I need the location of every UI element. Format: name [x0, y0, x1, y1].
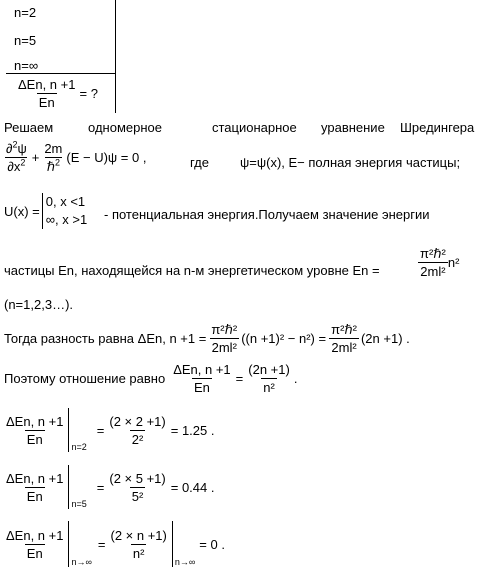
- given-ninf: n=∞: [14, 58, 39, 73]
- ratio-right-den: n²: [263, 380, 275, 395]
- energy-numerator: π²ℏ²: [420, 246, 446, 261]
- case-n2-left-den: En: [26, 431, 43, 447]
- ratio-line: Поэтому отношение равно $\frac{\text{ΔEn, n +1}}{En}$ = $\frac{(2n +1)}{\text{n²}}$ .: [4, 362, 298, 395]
- case-n5-right-fraction: [107, 471, 167, 504]
- ratio-right-num: (2n +1): [248, 362, 290, 377]
- find-tail: = ?: [79, 86, 98, 101]
- given-divider-vertical: [115, 0, 116, 113]
- difference-fraction-1: [209, 322, 239, 355]
- schrodinger-equation: $\frac{\partial^2\psi}{\partial x^2}$ + $\frac{2m}{\hbar^2}$ (E − U)ψ = 0 ,: [6, 139, 147, 174]
- case-n5-result: = 0.44 .: [170, 479, 215, 495]
- diff-num-2: π²ℏ²: [331, 322, 357, 337]
- case-inf-result: = 0 .: [199, 536, 225, 552]
- ratio-tail: .: [293, 371, 298, 386]
- psi-symbol: ψ: [17, 141, 27, 156]
- case-inf-subscript-2: n→∞: [174, 557, 196, 567]
- case-n2-right-fraction: [107, 414, 167, 447]
- case-n5: $\frac{\text{ΔEn, n +1}}{En}$ n=5 = $\frac{(2 \times 5 +1)}{\text{5²}}$ = 0.44 .: [4, 465, 214, 509]
- energy-fraction: [418, 246, 448, 279]
- difference-middle: ((n +1)² − n²) =: [241, 331, 327, 346]
- case-n5-left-fraction: [4, 471, 65, 504]
- find-fraction: [16, 77, 77, 110]
- case-n2-left-fraction: [4, 414, 65, 447]
- ratio-left-num: ΔEn, n +1: [173, 362, 231, 377]
- find-expression: [16, 77, 98, 110]
- two-m: 2m: [44, 141, 63, 156]
- case-n5-right-den: 5²: [131, 488, 144, 504]
- case-n2-left-num: ΔEn, n +1: [6, 413, 64, 429]
- case-n2-subscript: n=2: [71, 442, 87, 452]
- energy-n-squared: n²: [447, 255, 460, 270]
- potential-definition: [4, 193, 87, 229]
- energy-denominator: 2ml²: [420, 264, 446, 279]
- schrodinger-rest: (E − U)ψ = 0 ,: [66, 150, 147, 165]
- difference-line: [4, 322, 410, 355]
- case-inf-left-fraction: [4, 528, 65, 561]
- case-n2-result: = 1.25 .: [170, 422, 215, 438]
- hbar-symbol: ℏ: [46, 159, 55, 174]
- find-denominator: En: [38, 95, 55, 110]
- diff-den-2: 2ml²: [331, 340, 357, 355]
- case-inf-left-num: ΔEn, n +1: [6, 527, 64, 543]
- difference-text: Тогда разность равна ΔEn, n +1 =: [4, 331, 207, 346]
- case-n2: $\frac{\text{ΔEn, n +1}}{En}$ n=2 = $\frac{(2 \times 2 +1)}{\text{2²}}$ = 1.25 .: [4, 408, 214, 452]
- given-n2: n=2: [14, 5, 37, 20]
- potential-case-2: ∞, x >1: [45, 212, 88, 227]
- intro-word-2: одномерное: [88, 120, 162, 135]
- potential-text: - потенциальная энергия.Получаем значение энергии: [104, 207, 430, 222]
- partial-symbol: ∂: [6, 141, 13, 156]
- ratio-text: Поэтому отношение равно: [4, 371, 166, 386]
- case-inf-right-num: (2 × n +1): [110, 527, 167, 543]
- where-word: где: [190, 155, 209, 170]
- case-inf-right-fraction: [109, 528, 169, 561]
- potential-lhs: U(x) =: [4, 203, 40, 219]
- difference-tail: (2n +1) .: [360, 331, 410, 346]
- intro-word-3: стационарное: [212, 120, 297, 135]
- case-n5-subscript: n=5: [71, 499, 87, 509]
- mass-hbar-fraction: $\frac{2m}{\hbar^2}$: [44, 141, 63, 174]
- n-range: (n=1,2,3…).: [4, 297, 74, 312]
- case-inf-right-den: n²: [132, 545, 145, 561]
- diff-den-1: 2ml²: [211, 340, 237, 355]
- intro-word-1: Решаем: [4, 120, 54, 135]
- dx-symbol: ∂x: [7, 159, 21, 174]
- energy-level-formula: [418, 246, 459, 279]
- energy-level-text: частицы En, находящейся на n-м энергетическом уровне En =: [4, 263, 380, 278]
- case-inf: $\frac{\text{ΔEn, n +1}}{En}$ n→∞ = $\frac{(2 \times n +1)}{\text{n²}}$ n→∞ = 0 .: [4, 521, 225, 567]
- potential-cases: [42, 193, 87, 229]
- case-n5-left-den: En: [26, 488, 43, 504]
- case-n5-right-num: (2 × 5 +1): [109, 470, 166, 486]
- ratio-left-den: En: [193, 380, 210, 395]
- case-inf-left-den: En: [26, 545, 43, 561]
- case-n5-left-num: ΔEn, n +1: [6, 470, 64, 486]
- case-n2-right-den: 2²: [131, 431, 144, 447]
- intro-word-4: уравнение: [321, 120, 385, 135]
- ratio-right-fraction: [246, 362, 292, 395]
- second-derivative-fraction: $\frac{\partial^2\psi}{\partial x^2}$: [6, 139, 27, 174]
- psi-definition: ψ=ψ(x), E− полная энергия частицы;: [240, 155, 461, 170]
- given-n5: n=5: [14, 33, 37, 48]
- diff-num-1: π²ℏ²: [211, 322, 238, 337]
- ratio-left-fraction: [171, 362, 232, 395]
- case-n2-right-num: (2 × 2 +1): [109, 413, 166, 429]
- difference-fraction-2: [329, 322, 359, 355]
- intro-word-5: Шредингера: [400, 120, 475, 135]
- given-divider-horizontal: [6, 73, 116, 74]
- case-inf-subscript: n→∞: [71, 557, 92, 567]
- find-numerator: ΔEn, n +1: [18, 77, 76, 92]
- potential-case-1: 0, x <1: [45, 194, 86, 209]
